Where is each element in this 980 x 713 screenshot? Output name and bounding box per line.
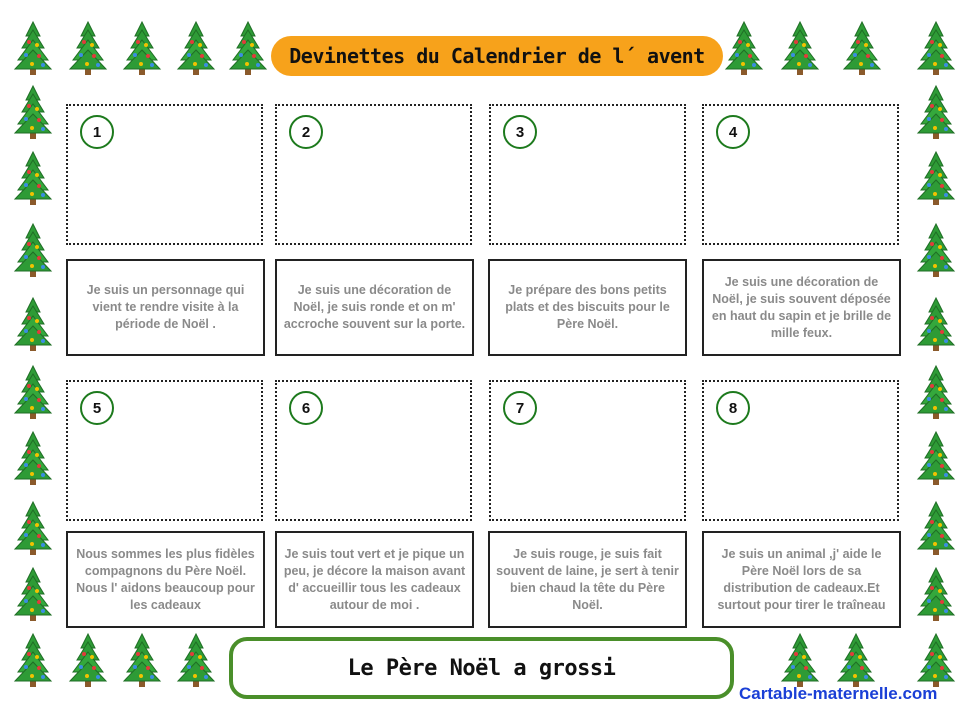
christmas-tree-icon xyxy=(916,20,956,76)
christmas-tree-icon xyxy=(780,20,820,76)
riddle-text-8: Je suis un animal ,j' aide le Père Noël lors de sa distribution de cadeaux.Et surtout pour tirer le traîneau xyxy=(702,531,901,628)
christmas-tree-icon xyxy=(68,632,108,688)
christmas-tree-icon xyxy=(122,632,162,688)
answer-drawing-box-1 xyxy=(66,104,263,245)
christmas-tree-icon xyxy=(13,150,53,206)
riddle-text-4: Je suis une décoration de Noël, je suis souvent déposée en haut du sapin et je brille de mille feux. xyxy=(702,259,901,356)
christmas-tree-icon xyxy=(13,364,53,420)
page-title: Devinettes du Calendrier de l´ avent xyxy=(271,36,723,76)
christmas-tree-icon xyxy=(228,20,268,76)
answer-banner: Le Père Noël a grossi xyxy=(229,637,734,699)
christmas-tree-icon xyxy=(13,632,53,688)
answer-drawing-box-5 xyxy=(66,380,263,521)
riddle-text-2: Je suis une décoration de Noël, je suis ronde et on m' accroche souvent sur la porte. xyxy=(275,259,474,356)
christmas-tree-icon xyxy=(916,430,956,486)
riddle-text-6: Je suis tout vert et je pique un peu, je décore la maison avant d' accueillir tous les cadeaux autour de moi . xyxy=(275,531,474,628)
christmas-tree-icon xyxy=(176,632,216,688)
christmas-tree-icon xyxy=(724,20,764,76)
christmas-tree-icon xyxy=(13,20,53,76)
christmas-tree-icon xyxy=(916,566,956,622)
christmas-tree-icon xyxy=(13,84,53,140)
christmas-tree-icon xyxy=(122,20,162,76)
answer-drawing-box-8 xyxy=(702,380,899,521)
christmas-tree-icon xyxy=(13,430,53,486)
riddle-number-3: 3 xyxy=(503,115,537,149)
christmas-tree-icon xyxy=(916,632,956,688)
christmas-tree-icon xyxy=(13,566,53,622)
answer-drawing-box-2 xyxy=(275,104,472,245)
christmas-tree-icon xyxy=(916,222,956,278)
christmas-tree-icon xyxy=(13,222,53,278)
answer-drawing-box-4 xyxy=(702,104,899,245)
riddle-text-3: Je prépare des bons petits plats et des biscuits pour le Père Noël. xyxy=(488,259,687,356)
christmas-tree-icon xyxy=(916,84,956,140)
riddle-number-1: 1 xyxy=(80,115,114,149)
riddle-number-7: 7 xyxy=(503,391,537,425)
riddle-number-5: 5 xyxy=(80,391,114,425)
answer-drawing-box-6 xyxy=(275,380,472,521)
christmas-tree-icon xyxy=(836,632,876,688)
riddle-number-6: 6 xyxy=(289,391,323,425)
christmas-tree-icon xyxy=(916,296,956,352)
riddle-text-1: Je suis un personnage qui vient te rendre visite à la période de Noël . xyxy=(66,259,265,356)
christmas-tree-icon xyxy=(916,150,956,206)
riddle-number-2: 2 xyxy=(289,115,323,149)
christmas-tree-icon xyxy=(780,632,820,688)
christmas-tree-icon xyxy=(916,500,956,556)
christmas-tree-icon xyxy=(68,20,108,76)
riddle-text-7: Je suis rouge, je suis fait souvent de laine, je sert à tenir bien chaud la tête du Père Noël. xyxy=(488,531,687,628)
site-link[interactable]: Cartable-maternelle.com xyxy=(739,684,938,703)
christmas-tree-icon xyxy=(13,296,53,352)
riddle-number-4: 4 xyxy=(716,115,750,149)
riddle-number-8: 8 xyxy=(716,391,750,425)
christmas-tree-icon xyxy=(13,500,53,556)
answer-drawing-box-3 xyxy=(489,104,686,245)
christmas-tree-icon xyxy=(176,20,216,76)
christmas-tree-icon xyxy=(916,364,956,420)
christmas-tree-icon xyxy=(842,20,882,76)
riddle-text-5: Nous sommes les plus fidèles compagnons du Père Noël. Nous l' aidons beaucoup pour les cadeaux xyxy=(66,531,265,628)
answer-drawing-box-7 xyxy=(489,380,686,521)
